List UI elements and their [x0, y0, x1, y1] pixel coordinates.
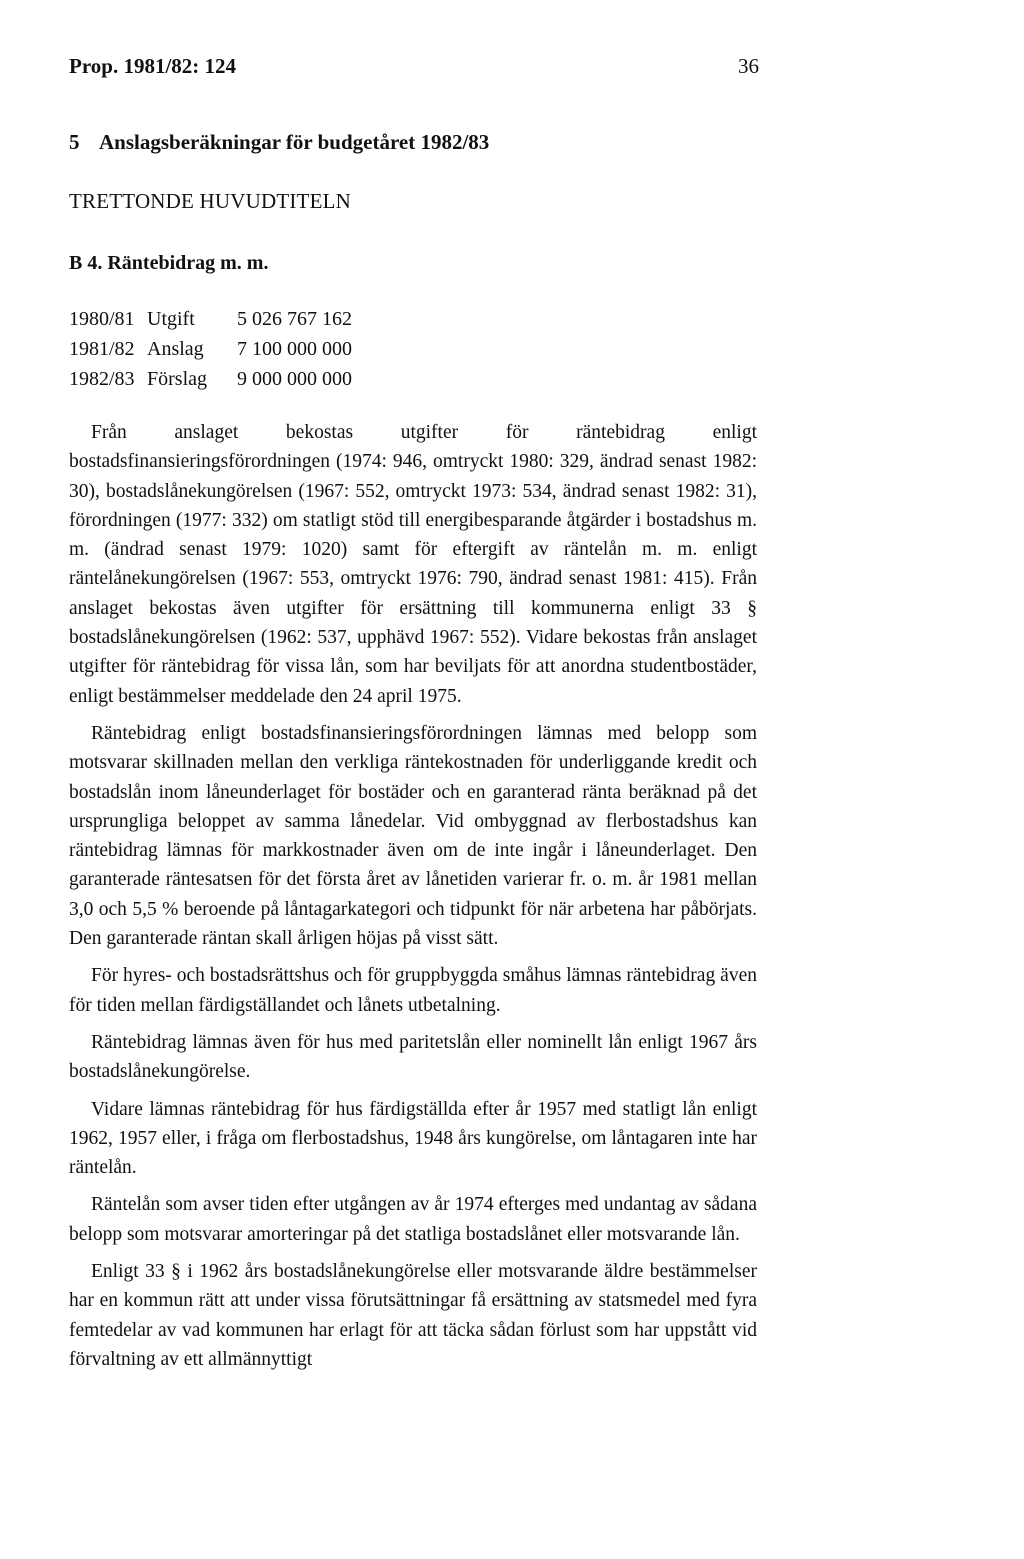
budget-year: 1982/83 [69, 368, 135, 390]
budget-year: 1980/81 [69, 308, 135, 330]
section-number: 5 [69, 130, 80, 154]
budget-year: 1981/82 [69, 338, 135, 360]
document-reference: Prop. 1981/82: 124 [69, 54, 237, 78]
budget-table [69, 304, 377, 394]
paragraph: Vidare lämnas räntebidrag för hus färdigställda efter år 1957 med statligt lån enligt 1962, 1957 eller, i fråga om flerbostadshus, 1948 års kungörelse, om låntagaren inte har räntelån. [69, 1098, 757, 1179]
page-number: 36 [738, 54, 759, 78]
budget-row [69, 364, 377, 394]
paragraph: Från anslaget bekostas utgifter för räntebidrag enligt bostadsfinansieringsförordningen (1974: 946, omtryckt 1980: 329, ändrad senast 1982: 30), bostadslånekungörelsen (1967: 552, omtryckt 1973: 534, ändrad senast 1982: 31), förordningen (1977: 332) om statligt stöd till energibesparande åtgärder i bostadshus m. m. (ändrad senast 1979: 1020) samt för eftergift av räntelån m. m. enligt räntelånekungörelsen (1967: 553, omtryckt 1976: 790, ändrad senast 1981: 415). Från anslaget bekostas även utgifter för ersättning till kommunerna enligt 33 § bostadslånekungörelsen (1962: 537, upphävd 1967: 552). Vidare bekostas från anslaget utgifter för räntebidrag för vissa lån, som har beviljats för att anordna studentbostäder, enligt bestämmelser meddelade den 24 april 1975. [69, 422, 757, 707]
body-text [69, 418, 757, 1374]
main-title: TRETTONDE HUVUDTITELN [69, 189, 352, 213]
paragraph: Enligt 33 § i 1962 års bostadslånekungörelse eller motsvarande äldre bestämmelser har en kommun rätt att under vissa förutsättningar få ersättning av statsmedel med fyra femtedelar av vad kommunen har erlagt för att täcka sådan förlust som har uppstått vid förvaltning av ett allmännyttigt [69, 1261, 757, 1370]
budget-label: Utgift [147, 308, 195, 330]
paragraph: Räntebidrag enligt bostadsfinansieringsförordningen lämnas med belopp som motsvarar skillnaden mellan den verkliga räntekostnaden för underliggande kredit och bostadslån inom låneunderlaget för bostäder och en garanterad ränta beräknad på det ursprungliga beloppet av samma lånedelar. Vid ombyggnad av flerbostadshus kan räntebidrag lämnas för markkostnader även om de inte ingår i låneunderlaget. Den garanterade räntesatsen för det första året av lånetiden varierar fr. o. m. år 1981 mellan 3,0 och 5,5 % beroende på låntagarkategori och tidpunkt för när arbetena har påbörjats. Den garanterade räntan skall årligen höjas på visst sätt. [69, 722, 757, 950]
paragraph: För hyres- och bostadsrättshus och för gruppbyggda småhus lämnas räntebidrag även för tiden mellan färdigställandet och lånets utbetalning. [69, 965, 757, 1016]
budget-amount: 9 000 000 000 [237, 368, 352, 390]
budget-row [69, 304, 377, 334]
budget-row [69, 334, 377, 364]
subsection-heading: B 4. Räntebidrag m. m. [69, 252, 269, 274]
section-title: Anslagsberäkningar för budgetåret 1982/83 [99, 130, 490, 154]
budget-label: Förslag [147, 368, 207, 390]
paragraph: Räntelån som avser tiden efter utgången av år 1974 efterges med undantag av sådana belopp som motsvarar amorteringar på det statliga bostadslånet eller motsvarande lån. [69, 1194, 757, 1245]
section-heading [69, 130, 489, 155]
budget-amount: 5 026 767 162 [237, 308, 352, 330]
paragraph: Räntebidrag lämnas även för hus med paritetslån eller nominellt lån enligt 1967 års bostadslånekungörelse. [69, 1031, 757, 1083]
budget-label: Anslag [147, 338, 204, 360]
budget-amount: 7 100 000 000 [237, 338, 352, 360]
